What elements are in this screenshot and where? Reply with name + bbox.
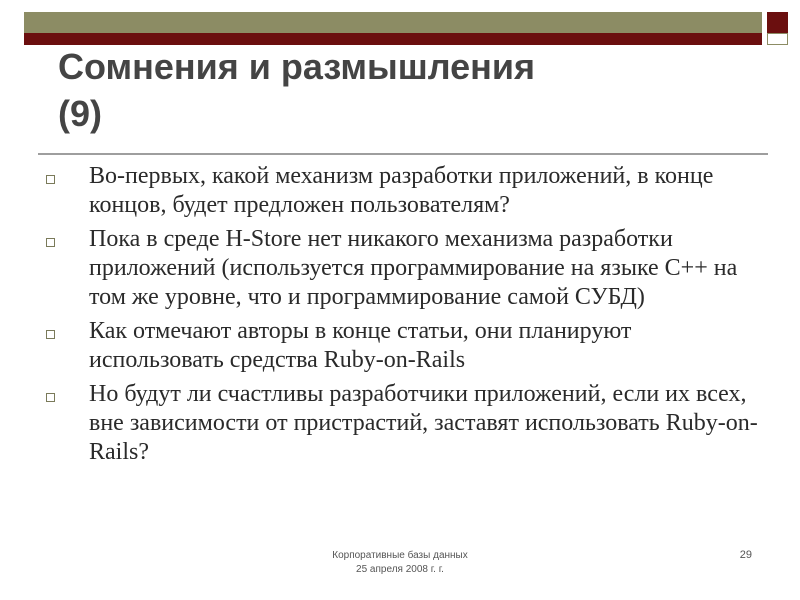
footer-date: 25 апреля 2008 г. г.	[356, 564, 444, 575]
slide-title-line1: Сомнения и размышления	[58, 46, 536, 87]
bullet-text: Пока в среде H-Store нет никакого механизма разработки приложений (используется программирование на языке С++ на том же уровне, что и программирование самой СУБД)	[89, 226, 738, 310]
square-bullet-icon	[46, 238, 55, 247]
footer-course: Корпоративные базы данных	[332, 550, 468, 561]
bullet-text: Как отмечают авторы в конце статьи, они планируют использовать средства Ruby-on-Rails	[89, 318, 632, 373]
footer-text	[250, 549, 550, 577]
list-item	[38, 317, 758, 375]
bullet-text: Но будут ли счастливы разработчики приложений, если их всех, вне зависимости от пристрастий, заставят использовать Ruby-on-Rails?	[89, 381, 758, 465]
square-bullet-icon	[46, 330, 55, 339]
slide-title	[58, 43, 758, 137]
bullet-text: Во-первых, какой механизм разработки приложений, в конце концов, будет предложен пользователям?	[89, 163, 714, 218]
square-bullet-icon	[46, 175, 55, 184]
list-item	[38, 380, 758, 467]
page-number: 29	[739, 549, 752, 561]
title-divider	[38, 153, 768, 155]
bullet-list	[38, 162, 758, 472]
square-bullet-icon	[46, 393, 55, 402]
corner-square-dark	[767, 12, 788, 33]
header-bar-olive	[24, 12, 762, 33]
slide-title-line2: (9)	[58, 93, 102, 134]
list-item	[38, 225, 758, 312]
corner-square-light	[767, 33, 788, 45]
list-item	[38, 162, 758, 220]
